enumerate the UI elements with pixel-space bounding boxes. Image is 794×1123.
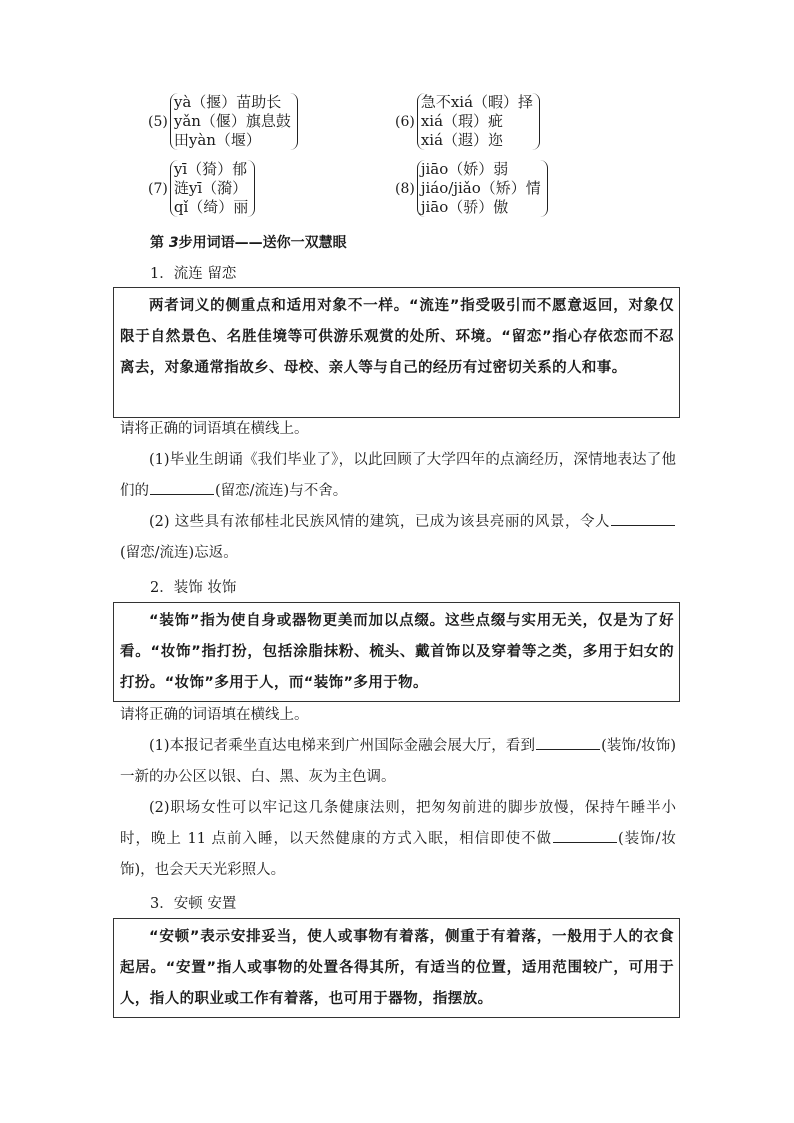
question-2 [120,793,676,886]
explanation-box: “装饰”指为使自身或器物更美而加以点缀。这些点缀与实用无关，仅是为了好看。“妆饰”指打扮，包括涂脂抹粉、梳头、戴首饰以及穿着等之类，多用于妇女的打扮。“妆饰”多用于人，而“装饰”多用于物。 [113,602,680,702]
explanation-box: 两者词义的侧重点和适用对象不一样。“流连”指受吸引而不愿意返回，对象仅限于自然景色、名胜佳境等可供游乐观赏的处所、环境。“留恋”指心存依恋而不忍离去，对象通常指故乡、母校、亲人等与自己的经历有过密切关系的人和事。 [113,287,680,418]
instruction-text: 请将正确的词语填在横线上。 [120,421,309,437]
group-number: (6) [395,113,415,130]
pinyin-line: qǐ（绮）丽 [173,198,249,216]
bracket-list [170,93,298,150]
section-heading: 2．装饰 妆饰 [150,580,237,596]
pinyin-line: 急不xiá（暇）择 [420,93,534,111]
bracket-list [417,160,548,217]
pinyin-line: xiá（遐）迩 [420,131,504,149]
answer-blank[interactable] [611,511,675,526]
group-number: (7) [148,180,168,197]
answer-blank[interactable] [536,735,600,750]
pinyin-group-7 [148,160,255,217]
answer-blank[interactable] [553,828,617,843]
bracket-list [417,93,540,150]
pinyin-line: yī（猗）郁 [173,160,248,178]
explanation-box: “安顿”表示安排妥当，使人或事物有着落，侧重于有着落，一般用于人的衣食起居。“安置”指人或事物的处置各得其所，有适当的位置，适用范围较广，可用于人，指人的职业或工作有着落，也可用于器物，指摆放。 [113,918,680,1018]
pinyin-line: 田yàn（堰） [173,131,261,149]
question-1 [120,445,676,507]
question-1 [120,731,676,793]
bracket-list [170,160,255,217]
pinyin-line: jiāo（娇）弱 [420,160,509,178]
question-text: (装饰/妆饰)，也会天天光彩照人。 [120,831,676,878]
question-text: (1)毕业生朗诵《我们毕业了》，以此回顾了大学四年的点滴经历，深情地表达了他们的 [120,452,676,499]
pinyin-group-5 [148,93,298,150]
group-number: (8) [395,180,415,197]
pinyin-line: yǎn（偃）旗息鼓 [173,112,291,130]
section-heading: 3．安顿 安置 [150,896,237,912]
pinyin-line: 涟yī（漪） [173,179,248,197]
question-2 [120,507,676,569]
pinyin-line: yà（揠）苗助长 [173,93,282,111]
step-title: 步用词语——送你一双慧眼 [178,235,347,251]
question-text: (装饰/妆饰)一新的办公区以银、白、黑、灰为主色调。 [120,738,676,785]
pinyin-group-8 [395,160,548,217]
pinyin-line: jiāo（骄）傲 [420,198,509,216]
answer-blank[interactable] [150,480,214,495]
pinyin-group-6 [395,93,540,150]
question-text: (2) 这些具有浓郁桂北民族风情的建筑，已成为该县亮丽的风景，令人 [149,514,610,530]
pinyin-line: xiá（瑕）疵 [420,112,504,130]
instruction-text: 请将正确的词语填在横线上。 [120,707,309,723]
question-text: (1)本报记者乘坐直达电梯来到广州国际金融会展大厅，看到 [149,738,536,754]
pinyin-line: jiáo/jiǎo（矫）情 [420,179,541,197]
group-number: (5) [148,113,168,130]
question-text: (2)职场女性可以牢记这几条健康法则，把匆匆前进的脚步放慢，保持午睡半小时，晚上 11 点前入睡，以天然健康的方式入眠，相信即使不做 [120,800,676,847]
question-text: (留恋/流连)忘返。 [120,545,238,561]
step-prefix: 第 [150,235,169,251]
section-heading: 1．流连 留恋 [150,266,237,282]
step-number: 3 [168,235,179,251]
question-text: (留恋/流连)与不舍。 [215,483,348,499]
step-heading [150,232,347,252]
